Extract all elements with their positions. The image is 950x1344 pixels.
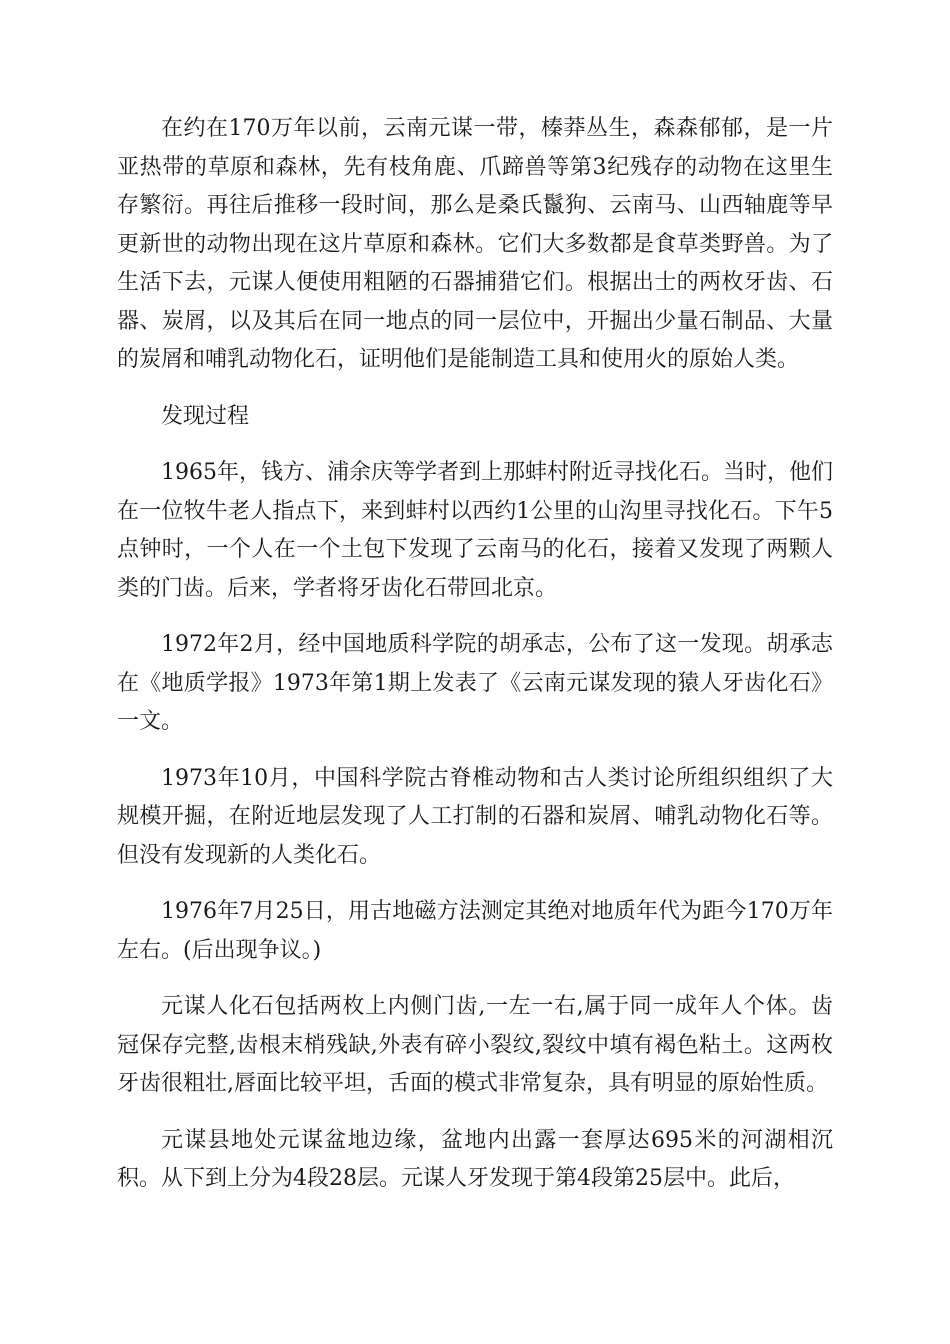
section-heading-discovery: 发现过程: [161, 403, 250, 429]
paragraph-intro: 在约在170万年以前，云南元谋一带，榛莽丛生，森森郁郁，是一片亚热带的草原和森林，先有枝角鹿、爪蹄兽等第3纪残存的动物在这里生存繁衍。再往后推移一段时间，那么是桑氏鬣狗、云南马、山西轴鹿等早更新世的动物出现在这片草原和森林。它们大多数都是食草类野兽。为了生活下去，元谋人便使用粗陋的石器捕猎它们。根据出士的两枚牙齿、石器、炭屑，以及其后在同一地点的同一层位中，开掘出少量石制品、大量的炭屑和哺乳动物化石，证明他们是能制造工具和使用火的原始人类。: [117, 116, 833, 372]
document-page: [117, 110, 833, 1217]
paragraph-fossil-description: 元谋人化石包括两枚上内侧门齿,一左一右,属于同一成年人个体。齿冠保存完整,齿根末梢残缺,外表有碎小裂纹,裂纹中填有褐色粘土。这两枚牙齿很粗壮,唇面比较平坦，舌面的模式非常复杂，具有明显的原始性质。: [117, 994, 833, 1096]
paragraph-1965: 1965年，钱方、浦余庆等学者到上那蚌村附近寻找化石。当时，他们在一位牧牛老人指点下，来到蚌村以西约1公里的山沟里寻找化石。下午5点钟时，一个人在一个土包下发现了云南马的化石，接着又发现了两颗人类的门齿。后来，学者将牙齿化石带回北京。: [117, 460, 833, 601]
paragraph-basin: 元谋县地处元谋盆地边缘，盆地内出露一套厚达695米的河湖相沉积。从下到上分为4段28层。元谋人牙发现于第4段第25层中。此后，: [117, 1127, 833, 1191]
paragraph-1973: 1973年10月，中国科学院古脊椎动物和古人类讨论所组织组织了大规模开掘，在附近地层发现了人工打制的石器和炭屑、哺乳动物化石等。但没有发现新的人类化石。: [117, 765, 833, 868]
paragraph-1972: 1972年2月，经中国地质科学院的胡承志，公布了这一发现。胡承志在《地质学报》1973年第1期上发表了《云南元谋发现的猿人牙齿化石》一文。: [117, 632, 833, 734]
paragraph-1976: 1976年7月25日，用古地磁方法测定其绝对地质年代为距今170万年左右。(后出现争议。): [117, 899, 833, 963]
